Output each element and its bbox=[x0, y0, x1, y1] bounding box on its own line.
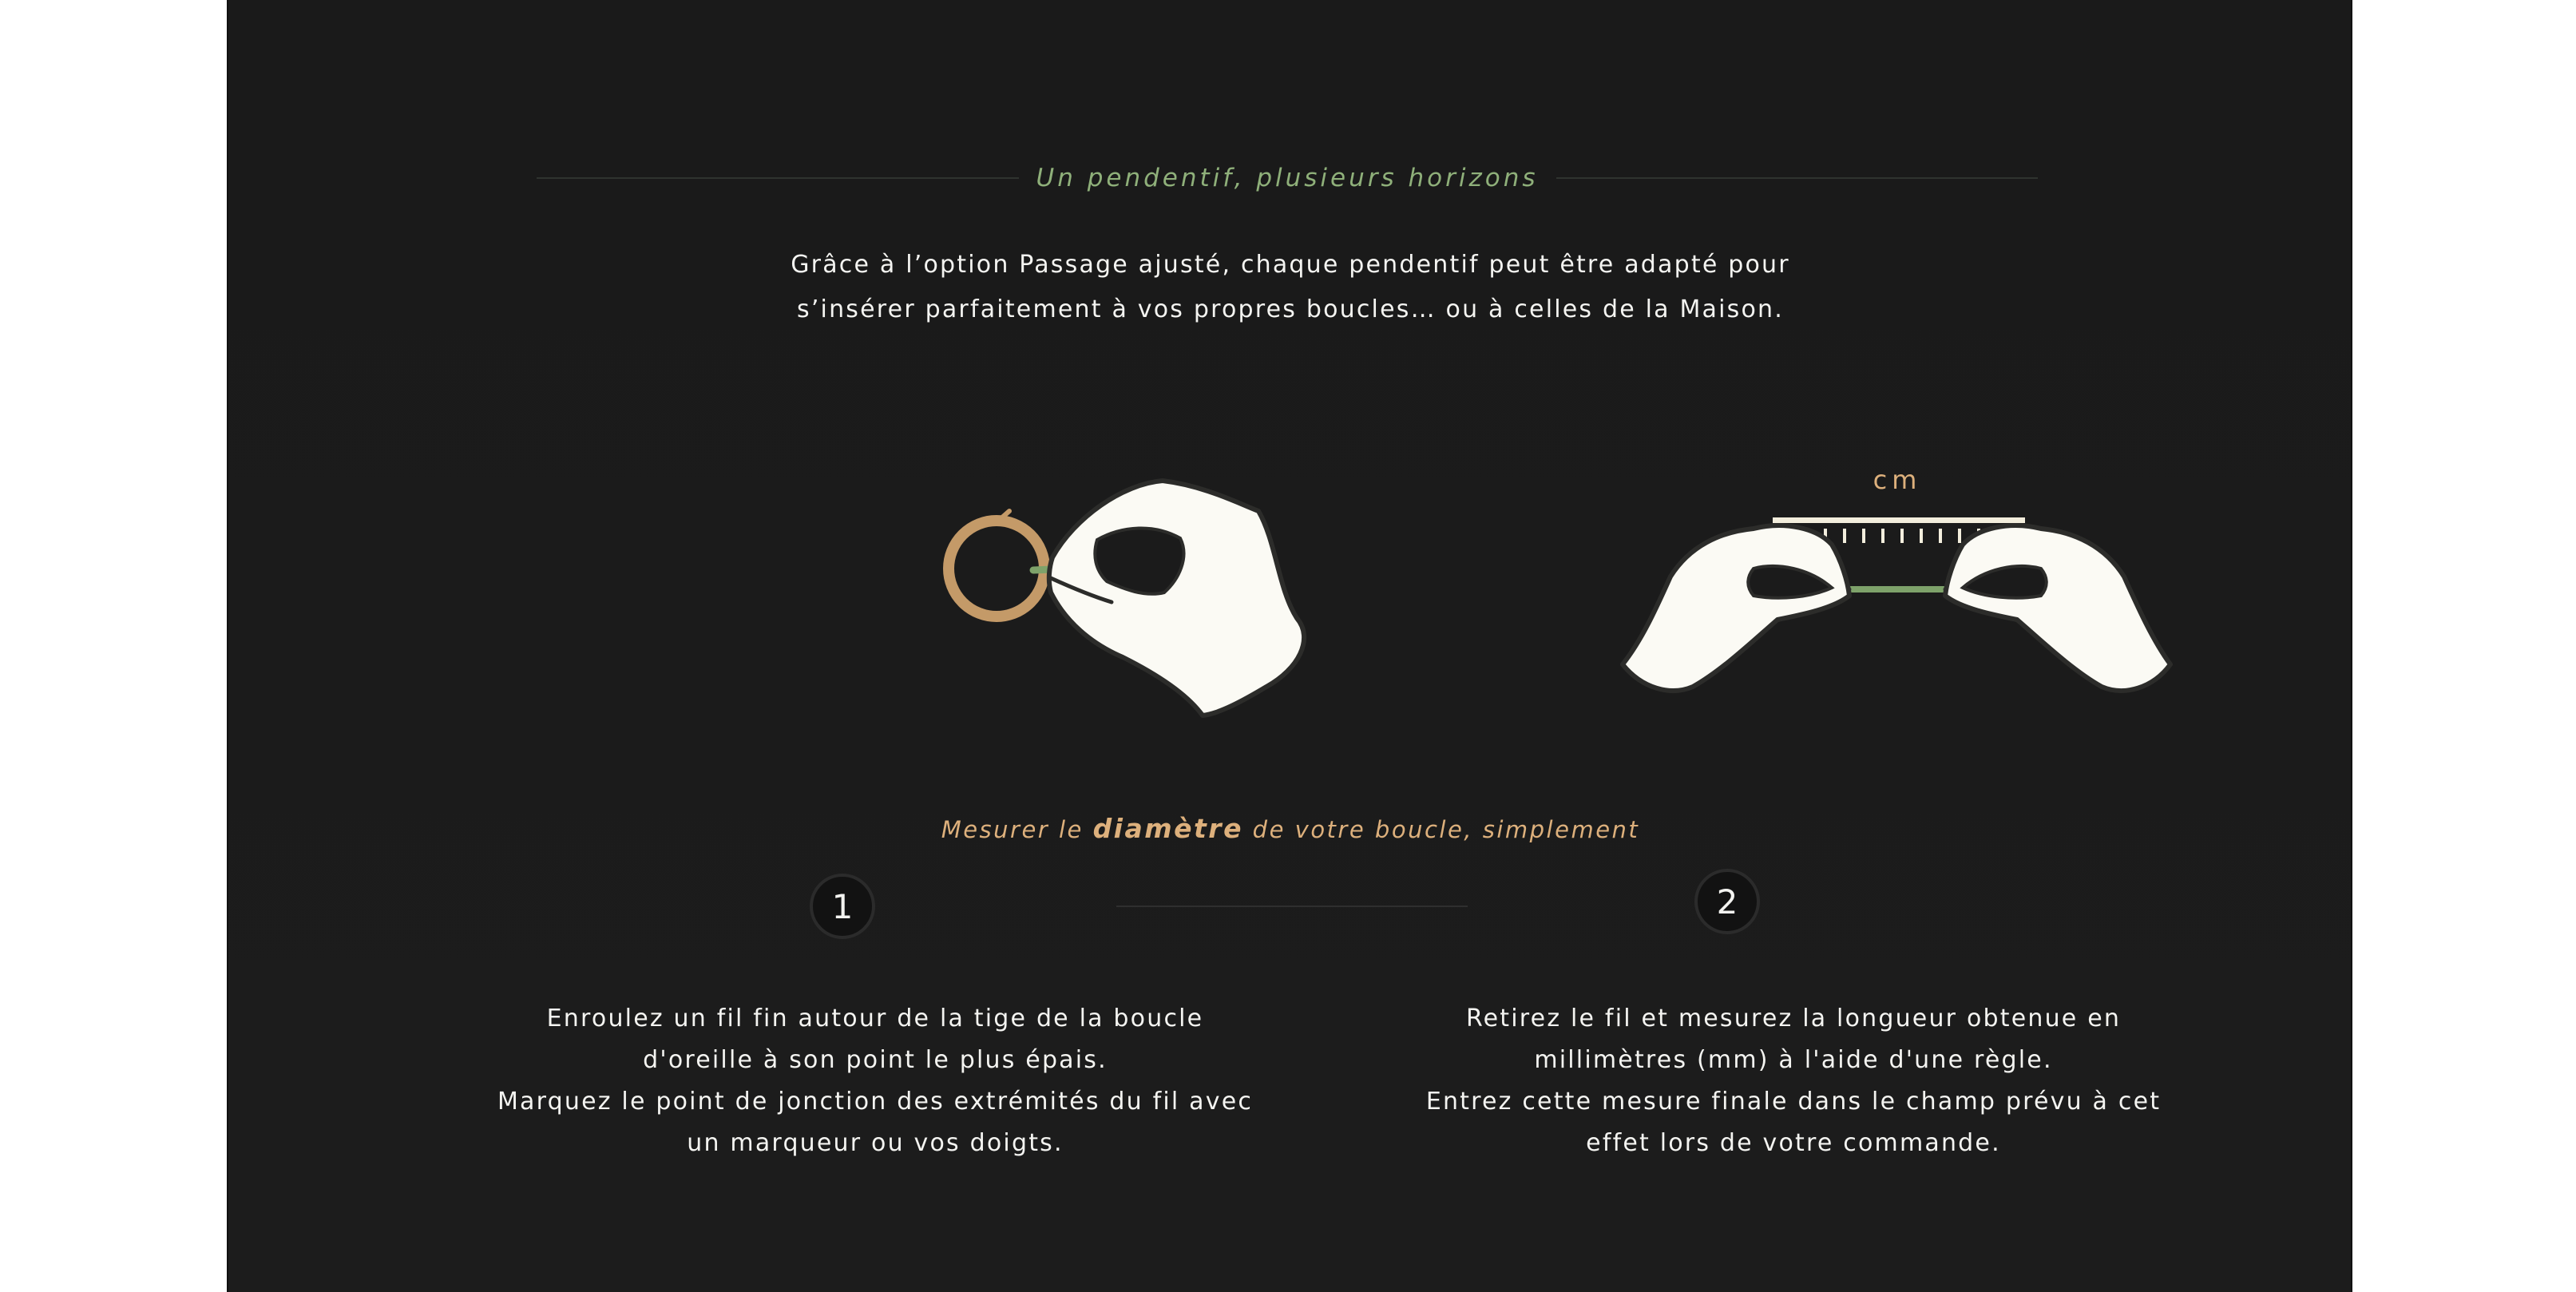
heading-divider-left bbox=[537, 177, 1019, 179]
heading-divider-right bbox=[1556, 177, 2039, 179]
step-1-line-3: Marquez le point de jonction des extrémités du fil avec bbox=[497, 1088, 1254, 1116]
ruler-unit-label: cm bbox=[1873, 465, 1922, 495]
step-1-line-2: d'oreille à son point le plus épais. bbox=[643, 1046, 1108, 1074]
step-1-line-1: Enroulez un fil fin autour de la tige de la boucle bbox=[546, 1005, 1204, 1032]
step-2-line-3: Entrez cette mesure finale dans le champ prévu à cet bbox=[1425, 1088, 2162, 1116]
section-eyebrow: Un pendentif, plusieurs horizons bbox=[1036, 164, 1539, 192]
intro-line-2: s’insérer parfaitement à vos propres boucles… ou à celles de la Maison. bbox=[796, 295, 1785, 323]
section-heading-row bbox=[537, 158, 2038, 198]
measure-title-suffix: de votre boucle, simplement bbox=[1242, 816, 1640, 843]
hand-shape bbox=[1049, 481, 1304, 715]
measure-title-prefix: Mesurer le bbox=[941, 816, 1093, 843]
step-2-line-2: millimètres (mm) à l'aide d'une règle. bbox=[1534, 1046, 2053, 1074]
steps-connector-line bbox=[1116, 906, 1468, 907]
intro-paragraph bbox=[731, 243, 1849, 332]
step-2-line-4: effet lors de votre commande. bbox=[1586, 1129, 2001, 1157]
how-to-measure-section bbox=[227, 0, 2352, 1292]
ruler-bar-shape bbox=[1773, 517, 2025, 523]
measure-instructions-title bbox=[931, 813, 1650, 844]
step-1-badge: 1 bbox=[810, 874, 875, 939]
step-2-badge: 2 bbox=[1694, 869, 1760, 934]
step-2-line-1: Retirez le fil et mesurez la longueur obtenue en bbox=[1465, 1005, 2122, 1032]
step-2-description bbox=[1354, 998, 2233, 1164]
hands-measuring-thread-ruler-icon bbox=[1514, 449, 2177, 736]
step-1-description bbox=[476, 998, 1274, 1164]
intro-line-1: Grâce à l’option Passage ajusté, chaque pendentif peut être adapté pour bbox=[791, 251, 1790, 279]
right-hand-shape bbox=[1945, 525, 2170, 691]
left-hand-shape bbox=[1623, 525, 1849, 691]
hand-threading-hoop-icon bbox=[707, 462, 1314, 733]
measure-title-emphasis: diamètre bbox=[1092, 813, 1243, 844]
ruler-ticks bbox=[1825, 529, 1979, 543]
step-1-line-4: un marqueur ou vos doigts. bbox=[687, 1129, 1064, 1157]
